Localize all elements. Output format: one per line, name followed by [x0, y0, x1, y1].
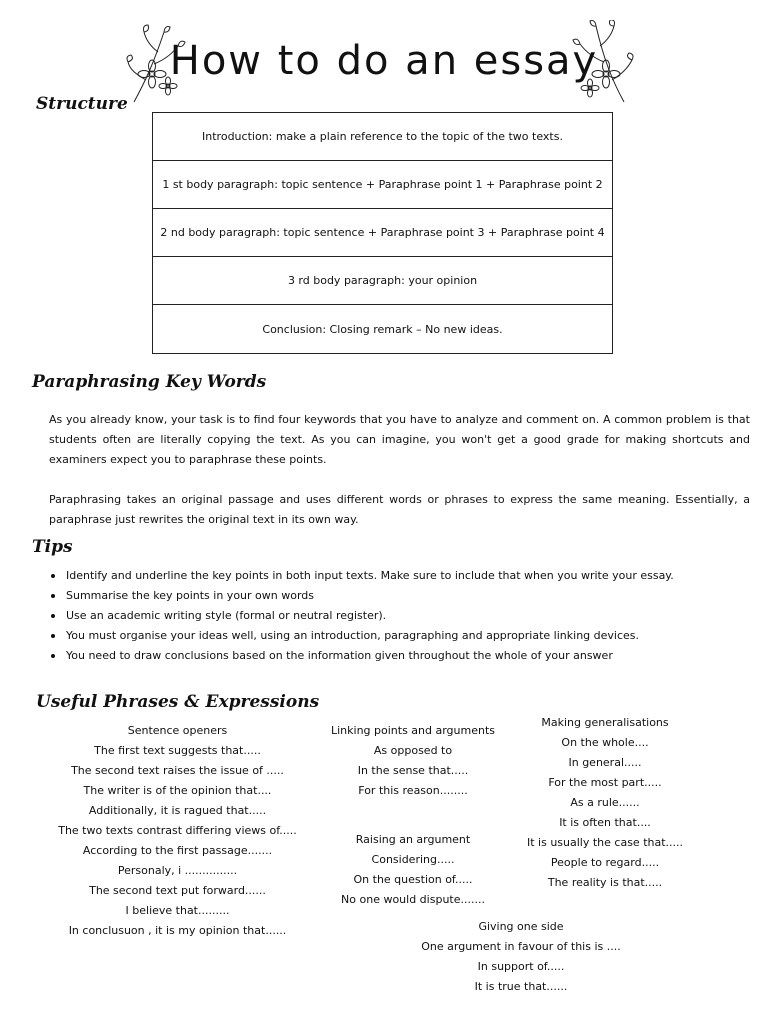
list-item: One argument in favour of this is .... — [421, 940, 621, 953]
list-item: It is usually the case that..... — [526, 836, 684, 849]
list-item: In general..... — [568, 756, 642, 769]
list-item: On the question of..... — [353, 873, 473, 886]
making-generalisations-column — [515, 713, 695, 893]
paraphrasing-heading: Paraphrasing Key Words — [32, 372, 267, 392]
list-item: The writer is of the opinion that.... — [83, 784, 272, 797]
structure-row-body-3: 3 rd body paragraph: your opinion — [153, 257, 612, 305]
structure-row-body-1: 1 st body paragraph: topic sentence + Paraphrase point 1 + Paraphrase point 2 — [153, 161, 612, 209]
tips-list — [48, 566, 674, 666]
raising-argument-column — [318, 830, 508, 910]
list-item: On the whole.... — [561, 736, 649, 749]
list-item: People to regard..... — [550, 856, 660, 869]
list-item: As a rule...... — [570, 796, 640, 809]
phrases-heading: Useful Phrases & Expressions — [36, 692, 320, 712]
linking-points-column — [318, 721, 508, 801]
column-title: Sentence openers — [127, 724, 228, 737]
list-item: Use an academic writing style (formal or neutral register). — [48, 606, 674, 626]
list-item: No one would dispute....... — [341, 893, 485, 906]
list-item: For this reason........ — [358, 784, 468, 797]
list-item: It is true that...... — [474, 980, 568, 993]
list-item: The two texts contrast differing views of..... — [58, 824, 297, 837]
list-item: The reality is that..... — [547, 876, 663, 889]
list-item: As opposed to — [373, 744, 453, 757]
list-item: It is often that.... — [559, 816, 651, 829]
list-item: The second text raises the issue of ..... — [71, 764, 284, 777]
list-item: I believe that......... — [125, 904, 230, 917]
structure-row-body-2: 2 nd body paragraph: topic sentence + Paraphrase point 3 + Paraphrase point 4 — [153, 209, 612, 257]
list-item: In support of..... — [477, 960, 565, 973]
paraphrasing-paragraph: Paraphrasing takes an original passage and uses different words or phrases to express the same meaning. Essentially, a paraphrase just rewrites the original text in its own way. — [49, 493, 750, 526]
list-item: Additionally, it is ragued that..... — [88, 804, 267, 817]
list-item: For the most part..... — [548, 776, 662, 789]
list-item: You need to draw conclusions based on the information given throughout the whole of your answer — [48, 646, 674, 666]
list-item: According to the first passage....... — [82, 844, 273, 857]
structure-table — [152, 112, 613, 354]
tips-heading: Tips — [32, 537, 73, 557]
column-title: Raising an argument — [355, 833, 471, 846]
list-item: Summarise the key points in your own words — [48, 586, 674, 606]
list-item: The first text suggests that..... — [94, 744, 261, 757]
column-title: Giving one side — [478, 920, 564, 933]
structure-heading: Structure — [36, 94, 128, 114]
giving-one-side-column — [411, 917, 631, 997]
sentence-openers-column — [40, 721, 315, 941]
column-title: Making generalisations — [541, 716, 669, 729]
list-item: Considering..... — [371, 853, 455, 866]
structure-row-introduction: Introduction: make a plain reference to the topic of the two texts. — [153, 113, 612, 161]
list-item: Personaly, i ............... — [117, 864, 238, 877]
list-item: You must organise your ideas well, using an introduction, paragraphing and appropriate linking devices. — [48, 626, 674, 646]
page-title: How to do an essay — [169, 38, 599, 84]
list-item: The second text put forward...... — [89, 884, 266, 897]
column-title: Linking points and arguments — [330, 724, 496, 737]
structure-row-conclusion: Conclusion: Closing remark – No new ideas. — [262, 322, 503, 336]
list-item: Identify and underline the key points in both input texts. Make sure to include that when you write your essay. — [48, 566, 674, 586]
list-item: In the sense that..... — [357, 764, 469, 777]
list-item: In conclusuon , it is my opinion that...... — [68, 924, 287, 937]
paraphrasing-paragraph: As you already know, your task is to find four keywords that you have to analyze and comment on. A common problem is that students often are literally copying the text. As you can imagine, you won't get a good grade for making shortcuts and examiners expect you to paraphrase these points. — [49, 413, 750, 466]
